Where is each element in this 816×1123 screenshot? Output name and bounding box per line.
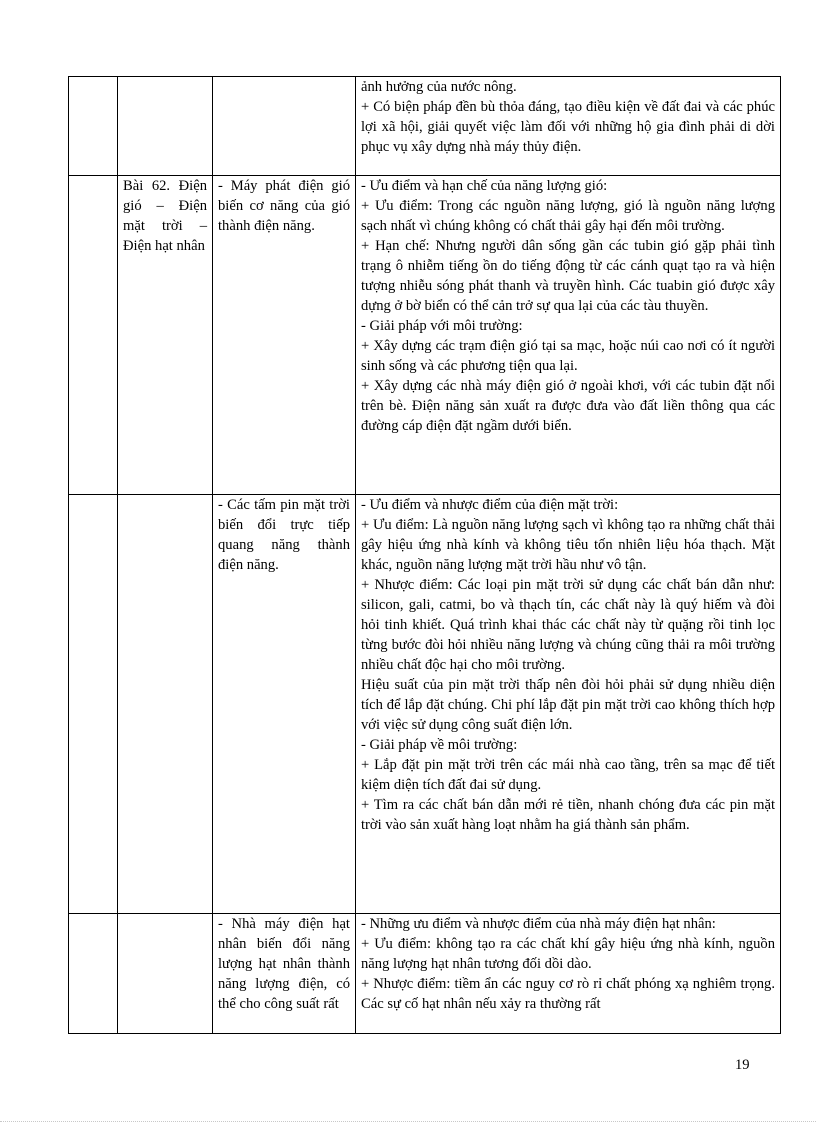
note-paragraph: ảnh hưởng của nước nông. (361, 79, 517, 95)
note-paragraph: - Giải pháp về môi trường: (361, 737, 518, 753)
table-row (69, 77, 781, 176)
note-paragraph: + Nhược điểm: tiềm ẩn các nguy cơ rò rỉ chất phóng xạ nghiêm trọng. Các sự cố hạt nhân nếu xảy ra thường rất (361, 976, 775, 1012)
note-paragraph: Hiệu suất của pin mặt trời thấp nên đòi hỏi phải sử dụng nhiều diện tích để lắp đặt chúng. Chi phí lắp đặt pin mặt trời cao không thích hợp với việc sử dụng công suất điện lớn. (361, 677, 775, 733)
lesson-cell (118, 495, 213, 914)
device-cell: - Máy phát điện gió biến cơ năng của gió thành điện năng. (213, 176, 356, 495)
lesson-table (68, 76, 781, 1034)
note-paragraph: + Xây dựng các nhà máy điện gió ở ngoài khơi, với các tubin đặt nổi trên bè. Điện năng sản xuất ra được đưa vào đất liền thông qua các đường cáp điện đặt ngầm dưới biển. (361, 378, 775, 434)
table-row (69, 914, 781, 1034)
note-paragraph: + Có biện pháp đền bù thỏa đáng, tạo điều kiện về đất đai và các phúc lợi xã hội, giải quyết việc làm đối với những hộ gia đình phải di dời phục vụ xây dựng nhà máy thủy điện. (361, 99, 775, 155)
note-paragraph: - Ưu điểm và hạn chế của năng lượng gió: (361, 178, 608, 194)
lesson-cell (118, 914, 213, 1034)
note-paragraph: + Ưu điểm: không tạo ra các chất khí gây hiệu ứng nhà kính, nguồn năng lượng hạt nhân tương đối dồi dào. (361, 936, 775, 972)
notes-cell (356, 176, 781, 495)
note-paragraph: + Ưu điểm: Là nguồn năng lượng sạch vì không tạo ra những chất thải gây hiệu ứng nhà kính và không tiêu tốn nhiên liệu hóa thạch. Mặt khác, nguồn năng lượng mặt trời hầu như vô tận. (361, 517, 775, 573)
stt-cell (69, 77, 118, 176)
device-cell (213, 77, 356, 176)
page-edge-divider (0, 1121, 816, 1122)
stt-cell (69, 495, 118, 914)
note-paragraph: + Nhược điểm: Các loại pin mặt trời sử dụng các chất bán dẫn như: silicon, gali, catmi, bo và thạch tín, các chất này là quý hiếm và đòi hỏi tinh khiết. Quá trình khai thác các chất này từ quặng rồi tinh lọc từng bước đòi hỏi nhiều năng lượng và chúng cũng thải ra môi trường nhiều chất độc hại cho môi trường. (361, 577, 775, 673)
note-paragraph: + Xây dựng các trạm điện gió tại sa mạc, hoặc núi cao nơi có ít người sinh sống và các phương tiện qua lại. (361, 338, 775, 374)
lesson-cell (118, 77, 213, 176)
note-paragraph: + Hạn chế: Nhưng người dân sống gần các tubin gió gặp phải tình trạng ô nhiễm tiếng ồn do tiếng động từ các cánh quạt tạo ra và hiện tượng nhiễu sóng phát thanh và truyền hình. Các tuabin gió được xây dựng ở bờ biển có thể cản trở sự qua lại của các tàu thuyền. (361, 238, 775, 314)
note-paragraph: + Ưu điểm: Trong các nguồn năng lượng, gió là nguồn năng lượng sạch nhất vì chúng không có chất thải gây hại đến môi trường. (361, 198, 775, 234)
notes-cell (356, 495, 781, 914)
notes-cell (356, 77, 781, 176)
lesson-cell: Bài 62. Điện gió – Điện mặt trời – Điện hạt nhân (118, 176, 213, 495)
note-paragraph: - Ưu điểm và nhược điểm của điện mặt trời: (361, 497, 619, 513)
device-cell: - Nhà máy điện hạt nhân biến đổi năng lượng hạt nhân thành năng lượng điện, có thể cho công suất rất (213, 914, 356, 1034)
note-paragraph: + Lắp đặt pin mặt trời trên các mái nhà cao tầng, trên sa mạc để tiết kiệm diện tích đất đai sử dụng. (361, 757, 775, 793)
notes-cell (356, 914, 781, 1034)
table-row (69, 176, 781, 495)
page-number: 19 (735, 1057, 750, 1073)
stt-cell (69, 914, 118, 1034)
device-cell: - Các tấm pin mặt trời biến đổi trực tiếp quang năng thành điện năng. (213, 495, 356, 914)
stt-cell (69, 176, 118, 495)
note-paragraph: - Những ưu điểm và nhược điểm của nhà máy điện hạt nhân: (361, 916, 716, 932)
table-row (69, 495, 781, 914)
note-paragraph: - Giải pháp với môi trường: (361, 318, 523, 334)
note-paragraph: + Tìm ra các chất bán dẫn mới rẻ tiền, nhanh chóng đưa các pin mặt trời vào sản xuất hàng loạt nhằm ha giá thành sản phẩm. (361, 797, 775, 833)
